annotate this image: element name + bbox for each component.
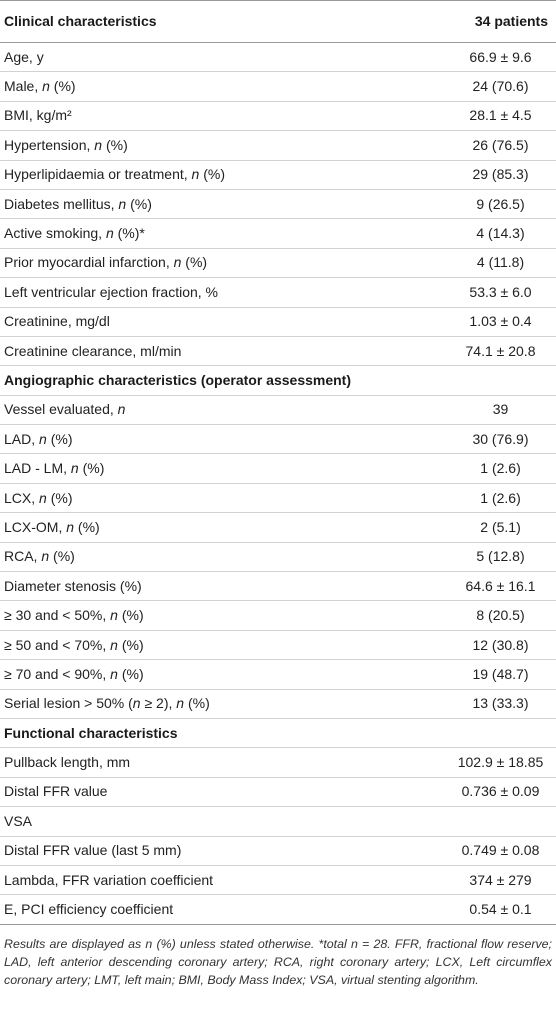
table-row	[0, 777, 556, 806]
table-row	[0, 748, 556, 777]
row-label: Distal FFR value (last 5 mm)	[0, 836, 411, 865]
row-value	[411, 807, 556, 836]
row-label: LAD - LM, n (%)	[0, 454, 411, 483]
row-label: Vessel evaluated, n	[0, 395, 411, 424]
row-label: Distal FFR value	[0, 777, 411, 806]
table-row	[0, 542, 556, 571]
row-label: VSA	[0, 807, 411, 836]
table-row	[0, 189, 556, 218]
section-row	[0, 366, 556, 395]
row-label: Prior myocardial infarction, n (%)	[0, 248, 411, 277]
table-row	[0, 160, 556, 189]
row-value: 4 (11.8)	[411, 248, 556, 277]
row-label: Left ventricular ejection fraction, %	[0, 278, 411, 307]
table-row	[0, 483, 556, 512]
table-row	[0, 865, 556, 894]
row-label: Pullback length, mm	[0, 748, 411, 777]
row-value: 53.3 ± 6.0	[411, 278, 556, 307]
row-label: LAD, n (%)	[0, 425, 411, 454]
row-label: Serial lesion > 50% (n ≥ 2), n (%)	[0, 689, 411, 718]
table-row	[0, 660, 556, 689]
row-label: Creatinine clearance, ml/min	[0, 336, 411, 365]
row-value: 1 (2.6)	[411, 483, 556, 512]
row-value: 29 (85.3)	[411, 160, 556, 189]
row-value: 12 (30.8)	[411, 630, 556, 659]
table-row	[0, 72, 556, 101]
row-value: 30 (76.9)	[411, 425, 556, 454]
row-value: 19 (48.7)	[411, 660, 556, 689]
table-row	[0, 395, 556, 424]
table-row	[0, 336, 556, 365]
row-value: 13 (33.3)	[411, 689, 556, 718]
row-label: BMI, kg/m²	[0, 101, 411, 130]
table-row	[0, 895, 556, 924]
table-row	[0, 131, 556, 160]
row-value: 2 (5.1)	[411, 513, 556, 542]
row-label: ≥ 50 and < 70%, n (%)	[0, 630, 411, 659]
row-value: 39	[411, 395, 556, 424]
section-row	[0, 718, 556, 747]
row-label: E, PCI efficiency coefficient	[0, 895, 411, 924]
table-row	[0, 689, 556, 718]
table-body	[0, 43, 556, 925]
row-label: Lambda, FFR variation coefficient	[0, 865, 411, 894]
row-label: Creatinine, mg/dl	[0, 307, 411, 336]
table-row	[0, 572, 556, 601]
row-label: LCX-OM, n (%)	[0, 513, 411, 542]
header-value: 34 patients	[411, 1, 556, 43]
row-value: 9 (26.5)	[411, 189, 556, 218]
row-value: 1 (2.6)	[411, 454, 556, 483]
table-row	[0, 101, 556, 130]
row-label: Hyperlipidaemia or treatment, n (%)	[0, 160, 411, 189]
row-value: 8 (20.5)	[411, 601, 556, 630]
table-row	[0, 307, 556, 336]
row-value: 0.54 ± 0.1	[411, 895, 556, 924]
row-label: ≥ 70 and < 90%, n (%)	[0, 660, 411, 689]
row-label: Diabetes mellitus, n (%)	[0, 189, 411, 218]
row-value	[411, 718, 556, 747]
table-row	[0, 425, 556, 454]
row-value: 5 (12.8)	[411, 542, 556, 571]
table-row	[0, 513, 556, 542]
row-value: 4 (14.3)	[411, 219, 556, 248]
row-value: 28.1 ± 4.5	[411, 101, 556, 130]
table-row	[0, 836, 556, 865]
row-value	[411, 366, 556, 395]
header-label: Clinical characteristics	[0, 1, 411, 43]
row-value: 66.9 ± 9.6	[411, 43, 556, 72]
row-value: 0.736 ± 0.09	[411, 777, 556, 806]
table-row	[0, 219, 556, 248]
row-label: Functional characteristics	[0, 718, 411, 747]
row-value: 26 (76.5)	[411, 131, 556, 160]
table-row	[0, 807, 556, 836]
row-value: 74.1 ± 20.8	[411, 336, 556, 365]
row-label: ≥ 30 and < 50%, n (%)	[0, 601, 411, 630]
row-label: Diameter stenosis (%)	[0, 572, 411, 601]
row-label: Angiographic characteristics (operator assessment)	[0, 366, 411, 395]
row-value: 374 ± 279	[411, 865, 556, 894]
row-value: 1.03 ± 0.4	[411, 307, 556, 336]
row-label: Hypertension, n (%)	[0, 131, 411, 160]
table-row	[0, 454, 556, 483]
table-row	[0, 601, 556, 630]
table-footnote: Results are displayed as n (%) unless stated otherwise. *total n = 28. FFR, fractional flow reserve; LAD, left anterior descending coronary artery; RCA, right coronary artery; LCX, Left circumflex coronary artery; LMT, left main; BMI, Body Mass Index; VSA, virtual stenting algorithm.	[4, 936, 552, 987]
row-label: Age, y	[0, 43, 411, 72]
row-value: 0.749 ± 0.08	[411, 836, 556, 865]
table-row	[0, 43, 556, 72]
table-row	[0, 248, 556, 277]
row-value: 102.9 ± 18.85	[411, 748, 556, 777]
table-row	[0, 630, 556, 659]
table-row	[0, 278, 556, 307]
row-value: 64.6 ± 16.1	[411, 572, 556, 601]
row-label: Male, n (%)	[0, 72, 411, 101]
row-label: Active smoking, n (%)*	[0, 219, 411, 248]
table-header-row	[0, 1, 556, 43]
row-label: RCA, n (%)	[0, 542, 411, 571]
row-label: LCX, n (%)	[0, 483, 411, 512]
row-value: 24 (70.6)	[411, 72, 556, 101]
